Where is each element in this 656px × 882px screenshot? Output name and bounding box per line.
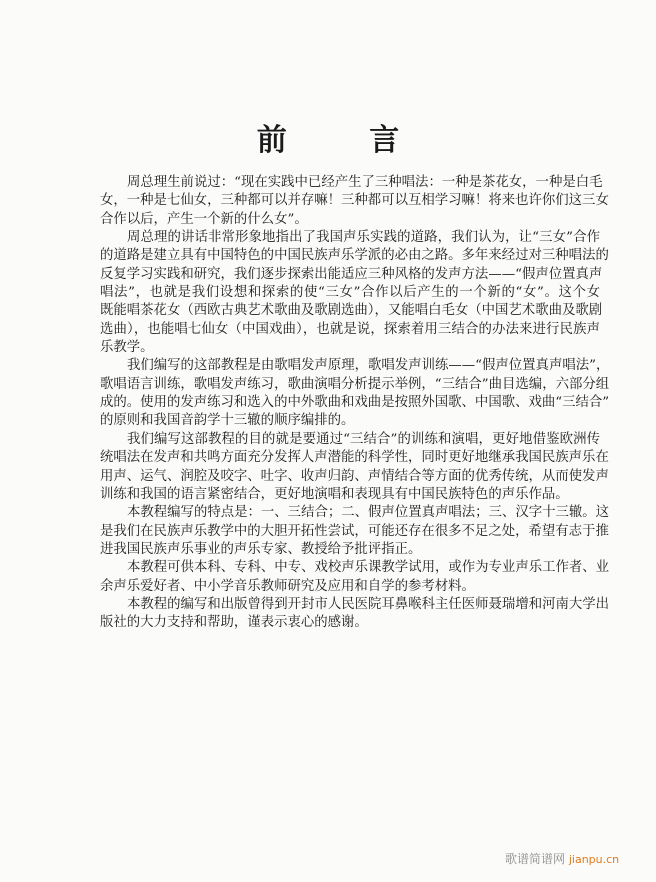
text-line: 训练和我国的语言紧密结合，更好地演唱和表现具有中国民族特色的声乐作品。 bbox=[100, 486, 569, 502]
paragraph bbox=[100, 431, 609, 504]
watermark bbox=[505, 850, 619, 867]
paragraph bbox=[100, 174, 609, 229]
text-line: 进我国民族声乐事业的声乐专家、教授给予批评指正。 bbox=[100, 541, 422, 557]
text-line: 版社的大力支持和帮助，谨表示衷心的感谢。 bbox=[100, 615, 368, 631]
text-line: 本教程的编写和出版曾得到开封市人民医院耳鼻喉科主任医师聂瑞增和河南大学出 bbox=[127, 596, 610, 612]
text-line: 本教程可供本科、专科、中专、戏校声乐课教学试用，或作为专业声乐工作者、业 bbox=[127, 560, 610, 576]
text-line: 周总理生前说过：“现在实践中已经产生了三种唱法：一种是茶花女，一种是白毛 bbox=[127, 175, 603, 190]
paragraph bbox=[100, 357, 610, 430]
paragraph bbox=[100, 596, 610, 633]
text-line: 本教程编写的特点是：一、三结合；二、假声位置真声唱法；三、汉字十三辙。这 bbox=[127, 505, 610, 521]
text-line: 合作以后，产生一个新的什么女”。 bbox=[100, 211, 308, 227]
text-line: 是我们在民族声乐教学中的大胆开拓性尝试，可能还存在很多不足之处，希望有志于推 bbox=[100, 523, 609, 539]
text-line: 我们编写这部教程的目的就是要通过“三结合”的训练和演唱，更好地借鉴欧洲传 bbox=[127, 431, 600, 447]
text-line: 女，一种是七仙女，三种都可以并存嘛！三种都可以互相学习嘛！将来也许你们这三女 bbox=[100, 193, 609, 209]
paragraph bbox=[100, 504, 610, 559]
text-line: 歌唱语言训练，歌唱发声练习，歌曲演唱分析提示举例，“三结合”曲目选编，六部分组 bbox=[100, 376, 610, 392]
text-line: 乐教学。 bbox=[100, 340, 154, 356]
text-line: 选曲），也能唱七仙女（中国戏曲），也就是说，探索着用三结合的办法来进行民族声 bbox=[100, 321, 600, 337]
text-line: 用声、运气、润腔及咬字、吐字、收声归韵、声情结合等方面的优秀传统，从而使发声 bbox=[100, 468, 609, 484]
text-line: 的道路是建立具有中国特色的中国民族声乐学派的必由之路。多年来经过对三种唱法的 bbox=[100, 248, 609, 264]
text-line: 唱法”，也就是我们设想和探索的使“三女”合作以后产生的一个新的“女”。这个女 bbox=[100, 285, 600, 301]
text-line: 我们编写的这部教程是由歌唱发声原理，歌唱发声训练——“假声位置真声唱法”， bbox=[127, 358, 610, 374]
text-line: 统唱法在发声和共鸣方面充分发挥人声潜能的科学性，同时更好地继承我国民族声乐在 bbox=[100, 450, 609, 466]
page-title: 前 言 bbox=[256, 123, 436, 158]
preface-body bbox=[100, 174, 610, 633]
text-line: 既能唱茶花女（西欧古典艺术歌曲及歌剧选曲），又能唱白毛女（中国艺术歌曲及歌剧 bbox=[100, 303, 603, 319]
watermark-site: 歌谱简谱网 bbox=[505, 852, 566, 866]
text-line: 反复学习实践和研究，我们逐步探索出能适应三种风格的发声方法——“假声位置真声 bbox=[100, 266, 603, 282]
paragraph bbox=[100, 559, 610, 596]
text-line: 周总理的讲话非常形象地指出了我国声乐实践的道路，我们认为，让“三女”合作 bbox=[127, 230, 600, 246]
text-line: 的原则和我国音韵学十三辙的顺序编排的。 bbox=[100, 413, 355, 429]
paragraph bbox=[100, 229, 609, 357]
text-line: 余声乐爱好者、中小学音乐教师研究及应用和自学的参考材料。 bbox=[100, 578, 475, 594]
watermark-url: jianpu.cn bbox=[568, 853, 620, 866]
text-line: 成的。使用的发声练习和选入的中外歌曲和戏曲是按照外国歌、中国歌、戏曲“三结合” bbox=[100, 395, 610, 411]
